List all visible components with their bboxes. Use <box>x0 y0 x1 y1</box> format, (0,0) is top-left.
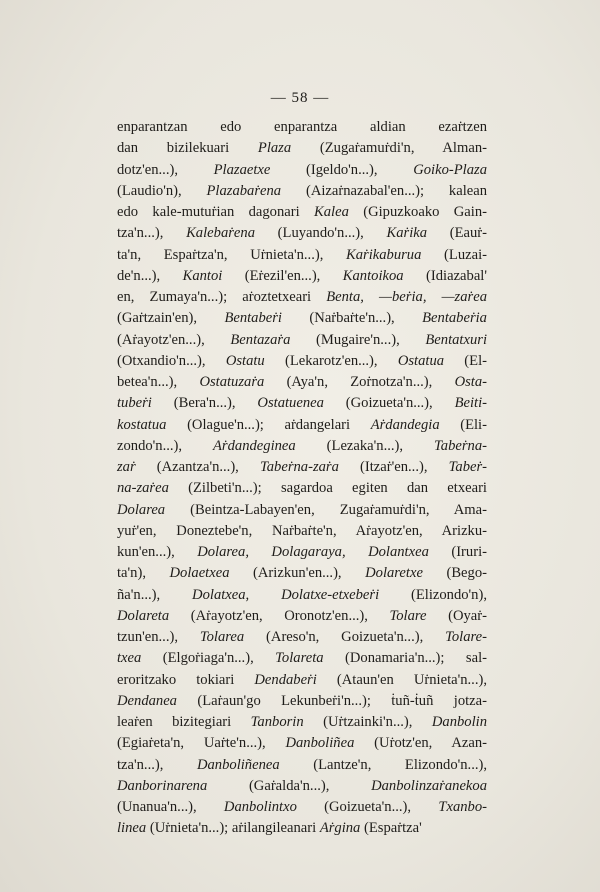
text-segment: (Beintza-Labayen'en, Zugaṙamuṙdi'n, Ama- <box>165 501 487 518</box>
place-name: Danbolinzaṙanekoa <box>371 777 487 794</box>
text-line <box>117 712 487 733</box>
text-segment: tza'n...), <box>117 225 187 242</box>
place-name: Bentabeṙi <box>224 310 282 327</box>
text-segment: eroritzako tokiari <box>117 671 255 688</box>
text-line <box>117 648 487 669</box>
text-segment: (Bego- <box>422 565 487 582</box>
place-name: Ostatuenea <box>257 395 324 412</box>
place-name: Dolaetxea <box>169 565 230 582</box>
text-segment: (Uṙotz'en, Azan- <box>354 735 487 752</box>
place-name: linea <box>117 820 147 837</box>
place-name: Kaṙikaburua <box>346 246 422 263</box>
place-name: Bentabeṙia <box>422 310 487 327</box>
text-segment: (Zugaṙamuṙdi'n, Alman- <box>291 140 487 157</box>
text-segment: (Itzaṙ'en...), <box>338 459 449 475</box>
place-name: txea <box>117 650 142 667</box>
place-name: Kaṙika <box>386 225 428 242</box>
text-line <box>117 542 487 563</box>
text-line <box>117 776 487 797</box>
text-line <box>117 138 487 159</box>
place-name: Plazabaṙena <box>206 182 282 199</box>
place-name: Plazaetxe <box>213 161 271 178</box>
place-name: Danbolin <box>431 714 487 730</box>
text-line <box>117 202 487 223</box>
text-segment: (Goizueta'n...), <box>323 395 455 412</box>
text-line <box>117 585 487 606</box>
text-segment: (Eṙezil'en...), <box>222 267 343 284</box>
text-line <box>117 478 487 499</box>
text-segment: (Lantze'n, Elizondo'n...), <box>279 756 487 773</box>
text-line <box>117 351 487 372</box>
text-segment: (Arizkun'en...), <box>229 565 366 582</box>
text-segment: (Elizondo'n), <box>379 586 487 603</box>
place-name: Osta- <box>454 374 487 390</box>
text-line <box>117 160 487 181</box>
text-segment: tza'n...), <box>117 756 197 773</box>
place-name: Ostatua <box>397 352 445 369</box>
place-name: Danbolintxo <box>223 799 297 815</box>
text-segment: (Aya'n, Zoṙnotza'n...), <box>264 374 455 390</box>
text-line <box>117 181 487 202</box>
place-name: Kalea <box>314 204 349 220</box>
text-segment: (Aizaṙnazabal'en...); kalean <box>281 182 487 199</box>
text-line <box>117 691 487 712</box>
text-line <box>117 797 487 818</box>
text-segment: (Egiaṙeta'n, Uaṙte'n...), <box>117 735 286 752</box>
text-line <box>117 266 487 287</box>
place-name: Dendabeṙi <box>254 671 317 688</box>
text-line <box>117 393 487 414</box>
place-name: Kantoi <box>182 267 223 284</box>
place-name: kostatua <box>117 416 167 433</box>
text-line <box>117 457 487 478</box>
text-segment: (Elgoṙiaga'n...), <box>141 650 276 667</box>
text-line <box>117 245 487 266</box>
place-name: Dendanea <box>117 692 177 709</box>
place-name: Danborinarena <box>117 777 208 794</box>
text-segment: (Luyando'n...), <box>255 225 387 242</box>
place-name: Beiti- <box>454 395 487 412</box>
place-name: Tolare- <box>445 629 487 645</box>
text-line <box>117 330 487 351</box>
text-line <box>117 755 487 776</box>
text-segment: (Mugaire'n...), <box>290 331 426 348</box>
place-name: Tabeṙna-zaṙa <box>259 459 339 475</box>
place-name: Aṙdandeginea <box>213 437 296 454</box>
text-line <box>117 563 487 584</box>
place-name: Benta, —beṙia, —zaṙea <box>326 289 487 305</box>
text-segment: edo kale-mutuṙian dagonari <box>117 204 315 220</box>
text-segment: leaṙen bizitegiari <box>117 714 251 730</box>
text-segment: (Bera'n...), <box>151 395 258 412</box>
text-segment: zondo'n...), <box>117 437 214 454</box>
place-name: Tanborin <box>250 714 304 730</box>
text-segment: (Zilbeti'n...); sagardoa egiten dan etxeari <box>168 480 487 497</box>
text-line <box>117 818 487 839</box>
text-segment: kun'en...), <box>117 544 198 560</box>
text-segment: (Otxandio'n...), <box>117 352 226 369</box>
place-name: Dolarea, Dolagaraya, Dolantxea <box>197 544 429 560</box>
text-line <box>117 606 487 627</box>
place-name: Goiko-Plaza <box>413 161 487 178</box>
text-segment: (Goizueta'n...), <box>296 799 439 815</box>
place-name: Txanbo- <box>438 799 487 815</box>
text-segment: (Igeldo'n...), <box>270 161 414 178</box>
place-name: Dolareta <box>117 607 170 624</box>
text-segment: (El- <box>444 352 487 369</box>
text-segment: (Uṙnieta'n...); aṙilangileanari <box>146 820 320 837</box>
text-line <box>117 500 487 521</box>
text-line <box>117 436 487 457</box>
place-name: Aṙdandegia <box>370 416 440 433</box>
text-segment: (Lezaka'n...), <box>295 437 434 454</box>
place-name: Kantoikoa <box>342 267 404 284</box>
text-segment: (Azantza'n...), <box>135 459 260 475</box>
place-name: Danboliñea <box>285 735 355 752</box>
page-number: — 58 — <box>270 90 330 106</box>
place-name: Danboliñenea <box>196 756 280 773</box>
body-text <box>117 117 487 840</box>
place-name: Dolaretxe <box>365 565 423 582</box>
text-segment: (Oyaṙ- <box>426 607 487 624</box>
text-segment: (Iruri- <box>428 544 487 560</box>
place-name: tubeṙi <box>117 395 152 412</box>
text-line <box>117 521 487 542</box>
place-name: Tolarea <box>199 629 245 645</box>
text-segment: dotz'en...), <box>117 161 214 178</box>
place-name: na-zaṙea <box>117 480 169 497</box>
text-segment: (Naṙbaṙte'n...), <box>282 310 423 327</box>
text-segment: (Gaṙtzain'en), <box>117 310 225 327</box>
text-line <box>117 733 487 754</box>
place-name: Ostatu <box>225 352 265 369</box>
place-name: zaṙ <box>117 459 136 475</box>
text-segment: ta'n, Espaṙtza'n, Uṙnieta'n...), <box>117 246 346 263</box>
text-segment: (Espaṙtza' <box>360 820 422 837</box>
text-segment: (Laudio'n), <box>117 182 207 199</box>
text-segment: (Luzai- <box>421 246 487 263</box>
text-segment: (Gipuzkoako Gain- <box>348 204 487 220</box>
place-name: Dolatxea, Dolatxe-etxebeṙi <box>192 586 380 603</box>
place-name: Ostatuzaṙa <box>199 374 265 390</box>
text-segment: (Areso'n, Goizueta'n...), <box>244 629 446 645</box>
text-segment: (Unanua'n...), <box>117 799 224 815</box>
text-segment: (Laṙaun'go Lekunbeṙi'n...); ṫuñ-ṫuñ jotza- <box>176 692 487 709</box>
text-line <box>117 627 487 648</box>
place-name: Plaza <box>257 140 292 157</box>
place-name: Dolarea <box>117 501 166 518</box>
text-segment: (Lekarotz'en...), <box>264 352 398 369</box>
text-segment: (Olague'n...); aṙdangelari <box>166 416 371 433</box>
text-segment: (Idiazabal' <box>403 267 487 284</box>
text-segment: (Aṙayotz'en, Oronotz'en...), <box>169 607 390 624</box>
text-segment: tzun'en...), <box>117 629 200 645</box>
text-line <box>117 308 487 329</box>
text-segment: ña'n...), <box>117 586 193 603</box>
text-segment: (Eauṙ- <box>427 225 487 242</box>
place-name: Kalebaṙena <box>186 225 255 242</box>
text-segment: (Gaṙalda'n...), <box>207 777 372 794</box>
text-segment: de'n...), <box>117 267 183 284</box>
place-name: Tolare <box>389 607 427 624</box>
place-name: Bentatxuri <box>425 331 487 348</box>
place-name: Tabeṙna- <box>434 437 487 454</box>
text-segment: dan bizilekuari <box>117 140 258 157</box>
place-name: Bentazaṙa <box>230 331 291 348</box>
place-name: Tabeṙ- <box>448 459 488 475</box>
text-line <box>117 287 487 308</box>
text-line <box>117 372 487 393</box>
place-name: Aṙgina <box>319 820 361 837</box>
text-line <box>117 223 487 244</box>
text-line <box>117 117 487 138</box>
text-line <box>117 670 487 691</box>
text-segment: yuṙ'en, Doneztebe'n, Naṙbaṙte'n, Aṙayotz'en, Arizku- <box>117 522 487 539</box>
text-segment: (Ataun'en Uṙnieta'n...), <box>316 671 487 688</box>
text-segment: enparantzan edo enparantza aldian ezaṙtzen <box>117 119 487 135</box>
place-name: Tolareta <box>275 650 324 667</box>
text-line <box>117 415 487 436</box>
text-segment: betea'n...), <box>117 374 200 390</box>
text-segment: (Eli- <box>439 416 487 433</box>
text-segment: ta'n), <box>117 565 170 582</box>
text-segment: (Donamaria'n...); sal- <box>323 650 487 667</box>
text-segment: en, Zumaya'n...); aṙoztetxeari <box>117 289 327 305</box>
text-segment: (Aṙayotz'en...), <box>117 331 231 348</box>
text-segment: (Uṙtzainki'n...), <box>303 714 432 730</box>
